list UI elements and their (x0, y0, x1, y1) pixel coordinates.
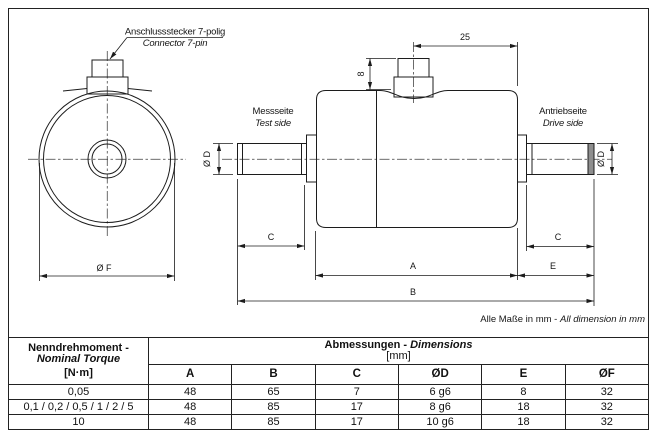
units-note-de: Alle Maße in mm - (480, 314, 560, 325)
torque-cell: 0,05 (9, 385, 149, 400)
torque-header-en: Nominal Torque (36, 353, 121, 366)
dimension-b (238, 287, 595, 301)
value-cell-b: 65 (232, 385, 315, 400)
value-cell-b: 85 (232, 400, 315, 415)
column-header-f: ØF (565, 365, 648, 385)
connector-callout (110, 27, 225, 60)
extension-lines (238, 179, 305, 305)
dims-header-de: Abmessungen - (324, 338, 411, 351)
extension-lines (366, 59, 396, 90)
value-cell-a: 48 (149, 385, 232, 400)
dimension-label-d-right: Ø D (596, 150, 606, 168)
value-cell-f: 32 (565, 415, 648, 430)
dimension-label-f: Ø F (96, 263, 112, 273)
value-cell-d: 6 g6 (398, 385, 481, 400)
test-side-label-en: Test side (255, 118, 291, 129)
value-cell-e: 18 (482, 415, 565, 430)
table-row (9, 385, 649, 400)
table-row (9, 415, 649, 430)
column-header-a: A (149, 365, 232, 385)
torque-cell: 10 (9, 415, 149, 430)
dimension-c-right (527, 179, 595, 306)
torque-cell: 0,1 / 0,2 / 0,5 / 1 / 2 / 5 (9, 400, 149, 415)
column-header-c: C (315, 365, 398, 385)
value-cell-c: 17 (315, 400, 398, 415)
drive-side-label-de: Antriebseite (539, 106, 587, 117)
dimensions-table (8, 337, 649, 430)
leader-line (110, 38, 127, 60)
value-cell-e: 8 (482, 385, 565, 400)
dimension-label-c-left: C (267, 232, 275, 242)
value-cell-a: 48 (149, 415, 232, 430)
torque-header-de: Nenndrehmoment - (28, 341, 129, 354)
right-collar (518, 135, 527, 182)
column-header-d: ØD (398, 365, 481, 385)
nominal-torque-header (9, 338, 149, 385)
test-side-label-de: Messseite (252, 106, 294, 117)
side-labels (253, 106, 587, 129)
value-cell-b: 85 (232, 415, 315, 430)
right-shaft-end-shade (588, 144, 594, 175)
dimension-label-25: 25 (459, 32, 471, 42)
value-cell-a: 48 (149, 400, 232, 415)
column-header-e: E (482, 365, 565, 385)
torque-header-unit: [N·m] (64, 366, 93, 379)
dimension-8 (356, 59, 396, 90)
column-header-b: B (232, 365, 315, 385)
drive-side-label-en: Drive side (542, 118, 584, 129)
connector-label-de: Anschlussstecker 7-polig (124, 26, 226, 38)
units-note-en: All dimension in mm (560, 314, 645, 325)
dimension-label-a: A (409, 261, 417, 271)
connector-label-en: Connector 7-pin (142, 38, 208, 49)
extension-lines (527, 179, 595, 306)
dimensions-header (149, 338, 649, 365)
dimension-a (316, 228, 518, 280)
extension-lines (316, 228, 518, 280)
side-view (222, 42, 612, 228)
dims-header-en: Dimensions (410, 338, 473, 351)
dimension-c-left (238, 179, 305, 305)
dimension-label-e: E (549, 261, 557, 271)
dimension-label-8: 8 (356, 71, 366, 77)
dimension-label-c-right: C (554, 232, 562, 242)
left-collar (307, 135, 317, 182)
dimension-label-d-left: Ø D (202, 150, 212, 168)
dimension-label-b: B (409, 287, 417, 297)
value-cell-d: 8 g6 (398, 400, 481, 415)
front-view (28, 51, 186, 238)
table-row (9, 400, 649, 415)
value-cell-f: 32 (565, 400, 648, 415)
units-note (480, 314, 645, 325)
value-cell-e: 18 (482, 400, 565, 415)
value-cell-d: 10 g6 (398, 415, 481, 430)
value-cell-c: 7 (315, 385, 398, 400)
dimension-e (518, 261, 595, 276)
value-cell-f: 32 (565, 385, 648, 400)
dims-header-unit: [mm] (386, 350, 411, 362)
value-cell-c: 17 (315, 415, 398, 430)
table-header-row (9, 338, 649, 365)
